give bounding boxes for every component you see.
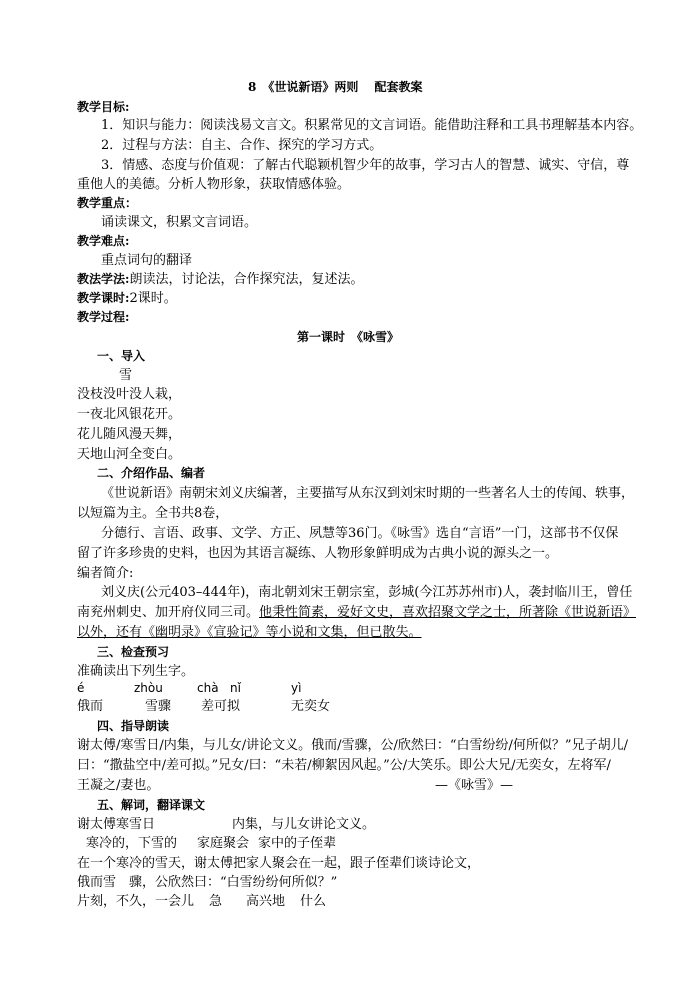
translation-line: 内集，与儿女讲论文义。 (232, 817, 376, 832)
key-text: 诵读课文，积累文言词语。 (101, 215, 258, 230)
translation-line: 在一个寒冷的雪天，谢太傅把家人聚会在一起，跟子侄辈们谈诗论文， (77, 856, 481, 871)
poem-line: 一夜北风银花开。 (77, 407, 182, 422)
gloss: 寒冷的，下雪的 (86, 836, 178, 851)
author-heading: 编者简介: (77, 566, 134, 581)
pinyin: chà (197, 681, 219, 695)
vocab-word: 雪骤 (145, 699, 172, 714)
hours-text: 2课时。 (129, 291, 177, 306)
lesson-title: 第一课时 《咏雪》 (297, 330, 400, 344)
vocab-word: 无奕女 (291, 699, 331, 714)
translation-line: 俄而雪 骤，公欣然曰：“白雪纷纷何所似？” (77, 875, 338, 890)
goal-item: 2．过程与方法：自主、合作、探究的学习方式。 (101, 138, 383, 153)
reading-source: —《咏雪》— (435, 778, 514, 793)
poem-line: 没枝没叶没人栽， (77, 387, 182, 402)
paragraph-line: 刘义庆(公元403–444年)，南北朝刘宋王朝宗室，彭城(今江苏苏州市)人，袭封临川王，曾任 (101, 585, 633, 600)
difficulty-heading: 教学难点: (77, 234, 130, 248)
reading-line: 王凝之/妻也。 (77, 778, 160, 793)
gloss: 高兴地 (246, 894, 286, 909)
gloss: 家中的子侄辈 (258, 836, 337, 851)
gloss: 什么 (300, 894, 327, 909)
goal-item: 重他人的美德。分析人物形象，获取情感体验。 (77, 177, 351, 192)
vocab-word: 俄而 (77, 699, 104, 714)
paragraph-line (77, 604, 636, 621)
poem-title: 雪 (119, 368, 133, 383)
hours-line (77, 290, 177, 307)
section-heading: 二、介绍作品、编者 (97, 466, 206, 480)
goals-heading: 教学目标: (77, 100, 130, 114)
pinyin: yì (291, 681, 302, 695)
paragraph-line: 以短篇为主。全书共8卷， (77, 506, 229, 521)
pinyin: é (77, 681, 85, 695)
underlined-text: 以外，还有《幽明录》《宣验记》等小说和文集，但已散失。 (77, 625, 422, 640)
method-line (77, 271, 363, 288)
goal-item: 1．知识与能力：阅读浅易文言文。积累常见的文言词语。能借助注释和工具书理解基本内容。 (101, 118, 643, 133)
poem-line: 天地山河全变白。 (77, 447, 182, 462)
method-text: 朗读法，讨论法，合作探究法，复述法。 (129, 272, 364, 287)
section-heading: 三、检查预习 (97, 645, 170, 659)
hours-label: 教学课时: (77, 291, 130, 305)
author-text: 南兖州刺史、加开府仪同三司。 (77, 605, 260, 620)
section-heading: 一、导入 (97, 349, 146, 363)
section-heading: 五、解词，翻译课文 (97, 798, 206, 812)
difficulty-text: 重点词句的翻译 (101, 253, 193, 268)
method-label: 教法学法: (77, 272, 130, 286)
gloss: 急 (209, 894, 223, 909)
process-heading: 教学过程: (77, 310, 130, 324)
translation-line: 谢太傅寒雪日 (77, 817, 156, 832)
section-heading: 四、指导朗读 (97, 719, 170, 733)
gloss: 片刻，不久，一会儿 (77, 894, 195, 909)
underlined-text: 他秉性简素，爱好文史，喜欢招聚文学之士，所著除《世说新语》 (259, 605, 637, 620)
pinyin: nǐ (230, 681, 241, 695)
poem-line: 花儿随风漫天舞， (77, 427, 182, 442)
reading-line: 曰：“撒盐空中/差可拟。”兄女/曰：“未若/柳絮因风起。”公/大笑乐。即公大兄/无奕女，左将军/ (77, 758, 611, 773)
goal-item: 3．情感、态度与价值观：了解古代聪颖机智少年的故事，学习古人的智慧、诚实、守信，尊 (101, 158, 630, 173)
vocab-word: 差可拟 (201, 699, 241, 714)
gloss: 家庭聚会 (197, 836, 250, 851)
preview-intro: 准确读出下列生字。 (77, 664, 195, 679)
page-title: 8 《世说新语》两则 配套教案 (248, 80, 423, 94)
reading-line: 谢太傅/寒雪日/内集，与儿女/讲论文义。俄而/雪骤，公/欣然曰：“白雪纷纷/何所似？”兄子胡儿/ (77, 738, 628, 753)
paragraph-line: 留了许多珍贵的史料，也因为其语言凝练、人物形象鲜明成为古典小说的源头之一。 (77, 546, 559, 561)
paragraph-line: 《世说新语》南朝宋刘义庆编著，主要描写从东汉到刘宋时期的一些著名人士的传闻、轶事， (101, 486, 635, 501)
key-heading: 教学重点： (77, 196, 138, 210)
paragraph-line: 分德行、言语、政事、文学、方正、夙慧等36门。《咏雪》选自“言语”一门，这部书不仅保 (101, 526, 619, 541)
pinyin: zhòu (134, 681, 163, 695)
